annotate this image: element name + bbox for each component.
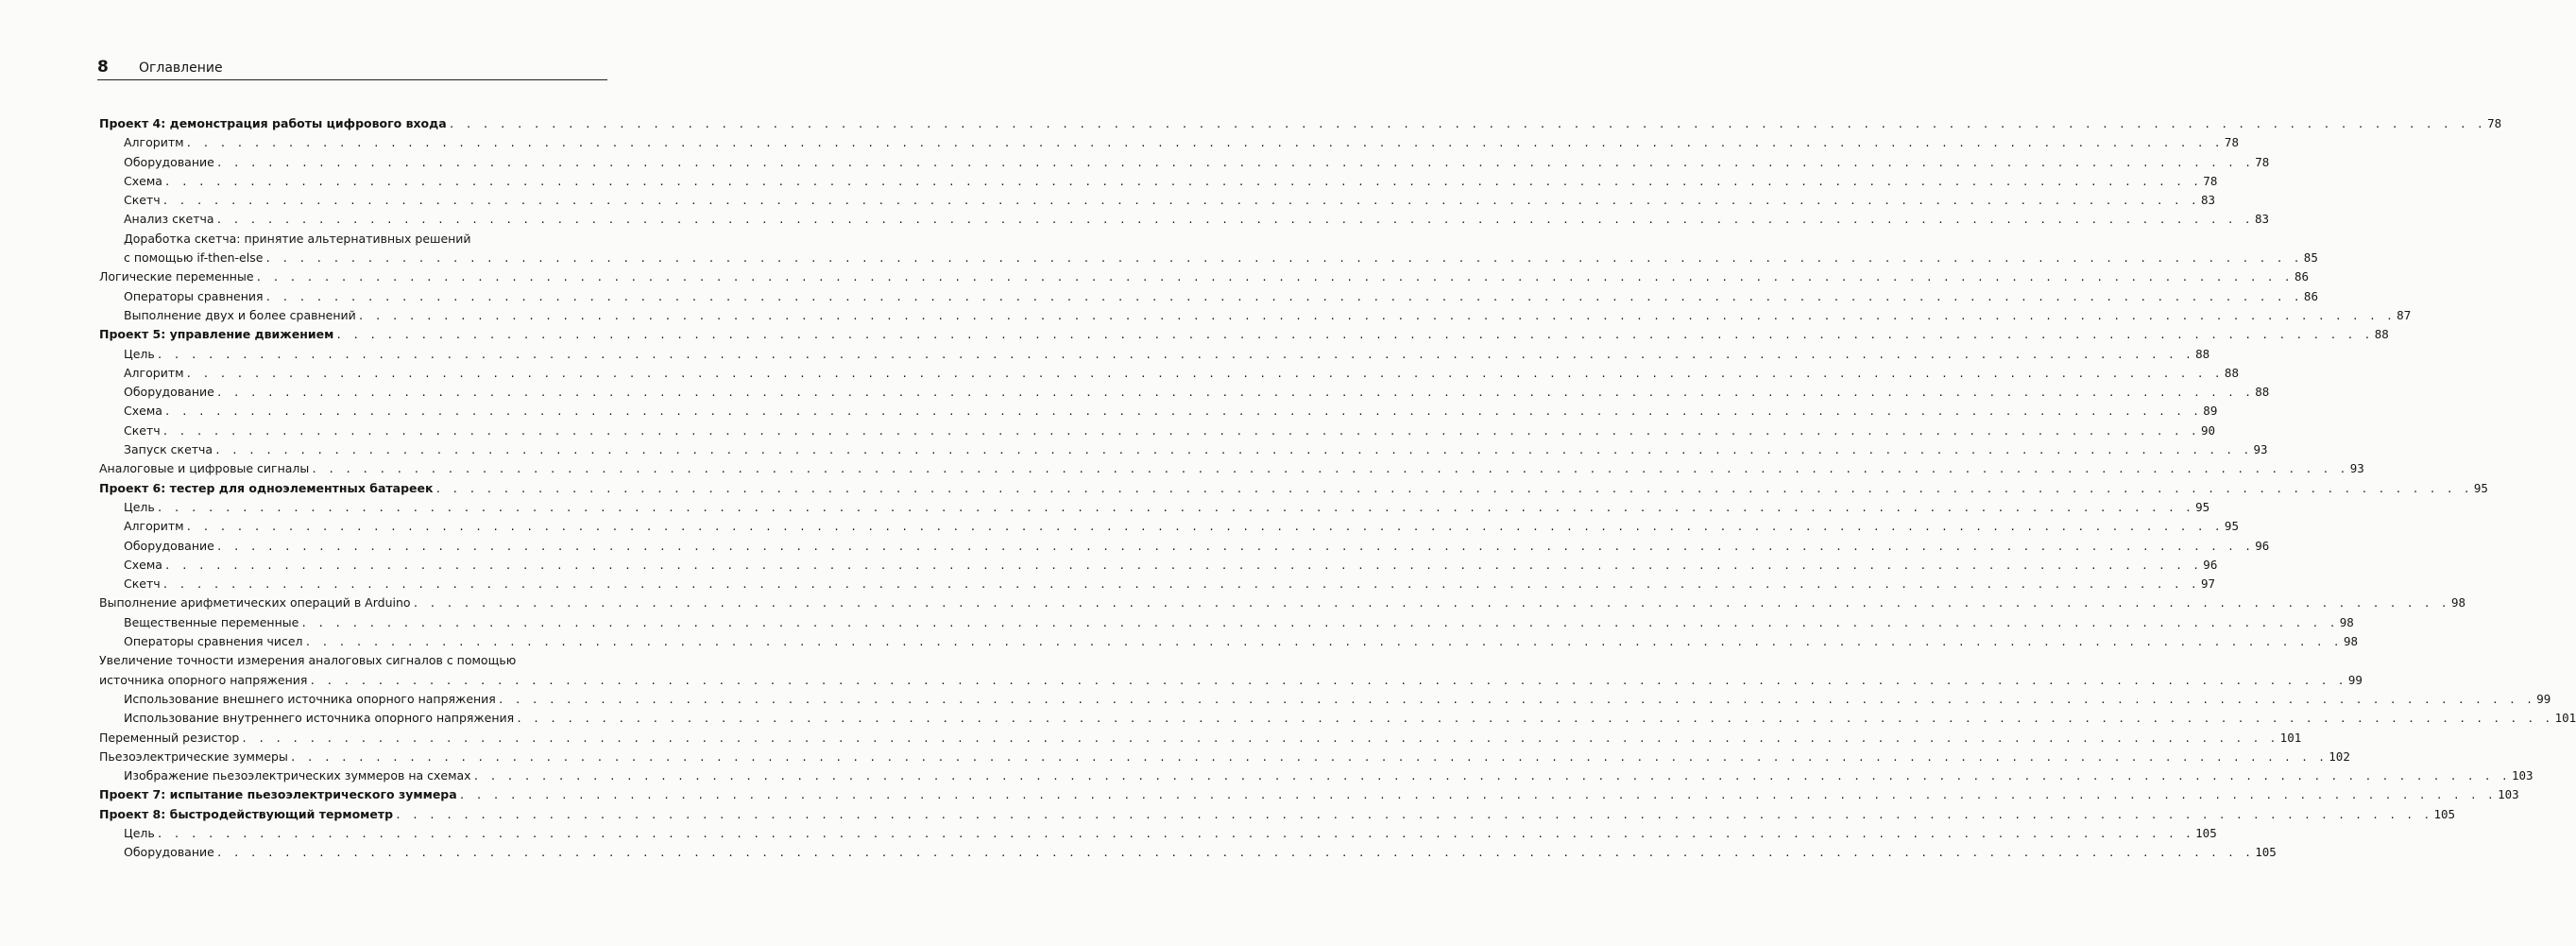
- toc-entry[interactable]: [99, 651, 2363, 690]
- toc-entry-title: Схема: [124, 404, 162, 419]
- toc-entry-page: 98: [2343, 634, 2359, 649]
- dot-leader: . . . . . . . . . . . . . . . . . . . . . . . . . . . . . . . . . . . . . . . . . . . . . . . . . . . . . . . . . . . . . . . . . . . . . . . . . . . . . . . . . . . . . . . . . . . . . . . . . . . . . . . . . . . . . . . . . . . . . . . .: [448, 118, 2486, 130]
- toc-entry[interactable]: [99, 172, 2218, 191]
- toc-entry-page: 87: [2397, 307, 2412, 322]
- dot-leader: . . . . . . . . . . . . . . . . . . . . . . . . . . . . . . . . . . . . . . . . . . . . . . . . . . . . . . . . . . . . . . . . . . . . . . . . . . . . . . . . . . . . . . . . . . . . . . . . . . . . . . . . . . . . . . . . . . . . . . . .: [241, 731, 2278, 745]
- toc-entry-title-line: Увеличение точности измерения аналоговых сигналов с помощью: [99, 653, 517, 668]
- toc-entry-page: 78: [2224, 135, 2239, 150]
- toc-entry-page: 93: [2253, 442, 2268, 457]
- toc-entry-title: Алгоритм: [124, 135, 184, 150]
- toc-entry[interactable]: [99, 230, 2318, 268]
- toc-entry-page: 88: [2374, 327, 2389, 342]
- toc-entry-page: 105: [2255, 845, 2277, 860]
- toc-entry-page: 86: [2303, 288, 2318, 303]
- dot-leader: . . . . . . . . . . . . . . . . . . . . . . . . . . . . . . . . . . . . . . . . . . . . . . . . . . . . . . . . . . . . . . . . . . . . . . . . . . . . . . . . . . . . . . . . . . . . . . . . . . . . . . . . . . . . . . . . . . . . . . . .: [412, 597, 2449, 611]
- toc-entry-title: Проект 7: испытание пьезоэлектрического зуммера: [99, 787, 457, 802]
- toc-entry-title-line: Доработка скетча: принятие альтернативных решений: [124, 231, 471, 246]
- dot-leader: . . . . . . . . . . . . . . . . . . . . . . . . . . . . . . . . . . . . . . . . . . . . . . . . . . . . . . . . . . . . . . . . . . . . . . . . . . . . . . . . . . . . . . . . . . . . . . . . . . . . . . . . . . . . . . . . . . . . . . . .: [311, 463, 2348, 476]
- toc-entry-page: 90: [2201, 422, 2216, 438]
- dot-leader: . . . . . . . . . . . . . . . . . . . . . . . . . . . . . . . . . . . . . . . . . . . . . . . . . . . . . . . . . . . . . . . . . . . . . . . . . . . . . . . . . . . . . . . . . . . . . . . . . . . . . . . . . . . . . . . . . . . . . . . .: [156, 501, 2194, 514]
- toc-entry-title: Изображение пьезоэлектрических зуммеров на схемах: [124, 768, 471, 783]
- toc-entry-title: Скетч: [124, 422, 161, 438]
- dot-leader: . . . . . . . . . . . . . . . . . . . . . . . . . . . . . . . . . . . . . . . . . . . . . . . . . . . . . . . . . . . . . . . . . . . . . . . . . . . . . . . . . . . . . . . . . . . . . . . . . . . . . . . . . . . . . . . . . . . . . . . .: [185, 367, 2223, 380]
- toc-entry-page: 89: [2203, 404, 2218, 419]
- toc-entry-page: 88: [2255, 385, 2270, 400]
- toc-entry-title: Скетч: [124, 576, 161, 592]
- toc-entry-title: источника опорного напряжения: [99, 672, 308, 687]
- dot-leader: . . . . . . . . . . . . . . . . . . . . . . . . . . . . . . . . . . . . . . . . . . . . . . . . . . . . . . . . . . . . . . . . . . . . . . . . . . . . . . . . . . . . . . . . . . . . . . . . . . . . . . . . . . . . . . . . . . . . . . . .: [215, 214, 2253, 227]
- toc-entry-title: Анализ скетча: [124, 212, 214, 227]
- toc-entry[interactable]: [99, 153, 2270, 172]
- page-number: 8: [97, 58, 109, 77]
- dot-leader: . . . . . . . . . . . . . . . . . . . . . . . . . . . . . . . . . . . . . . . . . . . . . . . . . . . . . . . . . . . . . . . . . . . . . . . . . . . . . . . . . . . . . . . . . . . . . . . . . . . . . . . . . . . . . . . . . . . . . . . .: [214, 444, 2252, 457]
- toc-entry[interactable]: [99, 402, 2218, 421]
- table-of-contents: [99, 114, 2576, 863]
- toc-entry[interactable]: [99, 729, 2302, 748]
- toc-entry-page: 98: [2450, 595, 2466, 611]
- toc-entry[interactable]: [99, 325, 2389, 344]
- toc-entry[interactable]: [99, 440, 2268, 459]
- toc-entry-title: Алгоритм: [124, 519, 184, 534]
- toc-entry-title: Выполнение двух и более сравнений: [124, 307, 356, 322]
- dot-leader: . . . . . . . . . . . . . . . . . . . . . . . . . . . . . . . . . . . . . . . . . . . . . . . . . . . . . . . . . . . . . . . . . . . . . . . . . . . . . . . . . . . . . . . . . . . . . . . . . . . . . . . . . . . . . . . . . . . . . . . .: [215, 847, 2254, 860]
- toc-entry-page: 78: [2203, 173, 2218, 188]
- toc-entry-title: Аналоговые и цифровые сигналы: [99, 461, 310, 476]
- toc-entry-page: 101: [2279, 730, 2302, 745]
- toc-entry-page: 96: [2203, 557, 2218, 572]
- toc-entry-page: 83: [2254, 212, 2270, 227]
- toc-entry-page: 103: [2511, 768, 2533, 783]
- toc-entry-title: Проект 4: демонстрация работы цифрового входа: [99, 116, 447, 130]
- toc-entry[interactable]: [99, 556, 2218, 575]
- toc-entry-page: 98: [2339, 614, 2354, 629]
- toc-entry-page: 95: [2195, 499, 2210, 514]
- toc-entry[interactable]: [99, 114, 2502, 133]
- toc-entry[interactable]: [99, 709, 2576, 728]
- dot-leader: . . . . . . . . . . . . . . . . . . . . . . . . . . . . . . . . . . . . . . . . . . . . . . . . . . . . . . . . . . . . . . . . . . . . . . . . . . . . . . . . . . . . . . . . . . . . . . . . . . . . . . . . . . . . . . . . . . . . . . . .: [395, 808, 2432, 821]
- toc-entry-page: 78: [2255, 154, 2270, 169]
- dot-leader: . . . . . . . . . . . . . . . . . . . . . . . . . . . . . . . . . . . . . . . . . . . . . . . . . . . . . . . . . . . . . . . . . . . . . . . . . . . . . . . . . . . . . . . . . . . . . . . . . . . . . . . . . . . . . . . . . . . . . . . .: [215, 387, 2254, 400]
- dot-leader: . . . . . . . . . . . . . . . . . . . . . . . . . . . . . . . . . . . . . . . . . . . . . . . . . . . . . . . . . . . . . . . . . . . . . . . . . . . . . . . . . . . . . . . . . . . . . . . . . . . . . . . . . . . . . . . . . . . . . . . .: [435, 482, 2472, 495]
- dot-leader: . . . . . . . . . . . . . . . . . . . . . . . . . . . . . . . . . . . . . . . . . . . . . . . . . . . . . . . . . . . . . . . . . . . . . . . . . . . . . . . . . . . . . . . . . . . . . . . . . . . . . . . . . . . . . . . . . . . . . . . .: [215, 540, 2254, 553]
- toc-entry-title: Запуск скетча: [124, 442, 213, 457]
- toc-entry[interactable]: [99, 479, 2488, 498]
- toc-entry-title: Использование внешнего источника опорного напряжения: [124, 691, 496, 706]
- toc-entry-page: 78: [2487, 116, 2502, 130]
- toc-entry[interactable]: [99, 517, 2239, 536]
- dot-leader: . . . . . . . . . . . . . . . . . . . . . . . . . . . . . . . . . . . . . . . . . . . . . . . . . . . . . . . . . . . . . . . . . . . . . . . . . . . . . . . . . . . . . . . . . . . . . . . . . . . . . . . . . . . . . . . . . . . . . . . .: [162, 578, 2200, 592]
- toc-entry[interactable]: [99, 593, 2466, 612]
- toc-entry-page: 96: [2255, 538, 2270, 553]
- toc-entry-title: Переменный резистор: [99, 730, 240, 745]
- dot-leader: . . . . . . . . . . . . . . . . . . . . . . . . . . . . . . . . . . . . . . . . . . . . . . . . . . . . . . . . . . . . . . . . . . . . . . . . . . . . . . . . . . . . . . . . . . . . . . . . . . . . . . . . . . . . . . . . . . . . . . . .: [357, 309, 2396, 322]
- dot-leader: . . . . . . . . . . . . . . . . . . . . . . . . . . . . . . . . . . . . . . . . . . . . . . . . . . . . . . . . . . . . . . . . . . . . . . . . . . . . . . . . . . . . . . . . . . . . . . . . . . . . . . . . . . . . . . . . . . . . . . . .: [215, 156, 2254, 169]
- toc-entry-page: 99: [2536, 691, 2551, 706]
- dot-leader: . . . . . . . . . . . . . . . . . . . . . . . . . . . . . . . . . . . . . . . . . . . . . . . . . . . . . . . . . . . . . . . . . . . . . . . . . . . . . . . . . . . . . . . . . . . . . . . . . . . . . . . . . . . . . . . . . . . . . . . .: [300, 616, 2338, 629]
- dot-leader: . . . . . . . . . . . . . . . . . . . . . . . . . . . . . . . . . . . . . . . . . . . . . . . . . . . . . . . . . . . . . . . . . . . . . . . . . . . . . . . . . . . . . . . . . . . . . . . . . . . . . . . . . . . . . . . . . . . . . . . .: [264, 252, 2302, 266]
- toc-entry-title: Вещественные переменные: [124, 614, 299, 629]
- dot-leader: . . . . . . . . . . . . . . . . . . . . . . . . . . . . . . . . . . . . . . . . . . . . . . . . . . . . . . . . . . . . . . . . . . . . . . . . . . . . . . . . . . . . . . . . . . . . . . . . . . . . . . . . . . . . . . . . . . . . . . . .: [289, 750, 2328, 764]
- dot-leader: . . . . . . . . . . . . . . . . . . . . . . . . . . . . . . . . . . . . . . . . . . . . . . . . . . . . . . . . . . . . . . . . . . . . . . . . . . . . . . . . . . . . . . . . . . . . . . . . . . . . . . . . . . . . . . . . . . . . . . . .: [162, 424, 2200, 438]
- toc-entry-page: 88: [2224, 365, 2239, 380]
- toc-entry-title: с помощью if-then-else: [124, 250, 264, 266]
- toc-entry-title: Оборудование: [124, 845, 214, 860]
- toc-entry-title: Оборудование: [124, 154, 214, 169]
- toc-entry-title: Операторы сравнения чисел: [124, 634, 303, 649]
- toc-entry-title: Выполнение арифметических операций в Arduino: [99, 595, 411, 611]
- toc-entry[interactable]: [99, 306, 2412, 325]
- toc-entry-page: 95: [2473, 480, 2488, 495]
- toc-entry-title: Логические переменные: [99, 269, 254, 284]
- toc-entry[interactable]: [99, 613, 2354, 632]
- toc-entry[interactable]: [99, 843, 2277, 862]
- dot-leader: . . . . . . . . . . . . . . . . . . . . . . . . . . . . . . . . . . . . . . . . . . . . . . . . . . . . . . . . . . . . . . . . . . . . . . . . . . . . . . . . . . . . . . . . . . . . . . . . . . . . . . . . . . . . . . . . . . . . . . . .: [309, 674, 2346, 687]
- toc-entry[interactable]: [99, 287, 2318, 306]
- dot-leader: . . . . . . . . . . . . . . . . . . . . . . . . . . . . . . . . . . . . . . . . . . . . . . . . . . . . . . . . . . . . . . . . . . . . . . . . . . . . . . . . . . . . . . . . . . . . . . . . . . . . . . . . . . . . . . . . . . . . . . . .: [163, 559, 2202, 572]
- dot-leader: . . . . . . . . . . . . . . . . . . . . . . . . . . . . . . . . . . . . . . . . . . . . . . . . . . . . . . . . . . . . . . . . . . . . . . . . . . . . . . . . . . . . . . . . . . . . . . . . . . . . . . . . . . . . . . . . . . . . . . . .: [335, 329, 2373, 342]
- dot-leader: . . . . . . . . . . . . . . . . . . . . . . . . . . . . . . . . . . . . . . . . . . . . . . . . . . . . . . . . . . . . . . . . . . . . . . . . . . . . . . . . . . . . . . . . . . . . . . . . . . . . . . . . . . . . . . . . . . . . . . . .: [304, 636, 2342, 649]
- toc-entry-page: 83: [2201, 193, 2216, 208]
- toc-entry-page: 101: [2554, 711, 2576, 726]
- toc-entry-page: 105: [2433, 806, 2456, 821]
- toc-entry-page: 86: [2294, 269, 2309, 284]
- toc-entry[interactable]: [99, 824, 2217, 843]
- toc-entry-title: Проект 8: быстродействующий термометр: [99, 806, 394, 821]
- toc-entry-title: Пьезоэлектрические зуммеры: [99, 748, 288, 764]
- toc-entry-title: Цель: [124, 825, 155, 840]
- dot-leader: . . . . . . . . . . . . . . . . . . . . . . . . . . . . . . . . . . . . . . . . . . . . . . . . . . . . . . . . . . . . . . . . . . . . . . . . . . . . . . . . . . . . . . . . . . . . . . . . . . . . . . . . . . . . . . . . . . . . . . . .: [185, 521, 2223, 534]
- toc-entry-page: 103: [2498, 787, 2519, 802]
- toc-entry-title: Использование внутреннего источника опорного напряжения: [124, 711, 515, 726]
- toc-entry-title: Оборудование: [124, 538, 214, 553]
- toc-entry[interactable]: [99, 748, 2350, 766]
- toc-entry[interactable]: [99, 421, 2216, 440]
- toc-entry-title: Цель: [124, 346, 155, 361]
- dot-leader: . . . . . . . . . . . . . . . . . . . . . . . . . . . . . . . . . . . . . . . . . . . . . . . . . . . . . . . . . . . . . . . . . . . . . . . . . . . . . . . . . . . . . . . . . . . . . . . . . . . . . . . . . . . . . . . . . . . . . . . .: [264, 290, 2302, 303]
- toc-entry[interactable]: [99, 785, 2519, 804]
- running-title: Оглавление: [139, 60, 223, 76]
- toc-entry[interactable]: [99, 133, 2239, 152]
- dot-leader: . . . . . . . . . . . . . . . . . . . . . . . . . . . . . . . . . . . . . . . . . . . . . . . . . . . . . . . . . . . . . . . . . . . . . . . . . . . . . . . . . . . . . . . . . . . . . . . . . . . . . . . . . . . . . . . . . . . . . . . .: [472, 770, 2510, 783]
- toc-entry-title: Проект 5: управление движением: [99, 327, 334, 342]
- dot-leader: . . . . . . . . . . . . . . . . . . . . . . . . . . . . . . . . . . . . . . . . . . . . . . . . . . . . . . . . . . . . . . . . . . . . . . . . . . . . . . . . . . . . . . . . . . . . . . . . . . . . . . . . . . . . . . . . . . . . . . . .: [185, 137, 2223, 150]
- dot-leader: . . . . . . . . . . . . . . . . . . . . . . . . . . . . . . . . . . . . . . . . . . . . . . . . . . . . . . . . . . . . . . . . . . . . . . . . . . . . . . . . . . . . . . . . . . . . . . . . . . . . . . . . . . . . . . . . . . . . . . . .: [162, 195, 2200, 208]
- toc-entry-title: Оборудование: [124, 385, 214, 400]
- toc-entry-page: 99: [2347, 672, 2363, 687]
- toc-entry[interactable]: [99, 805, 2456, 824]
- toc-entry-page: 88: [2195, 346, 2210, 361]
- toc-entry-page: 102: [2329, 748, 2350, 764]
- toc-entry-title: Схема: [124, 173, 162, 188]
- toc-entry[interactable]: [99, 575, 2216, 593]
- dot-leader: . . . . . . . . . . . . . . . . . . . . . . . . . . . . . . . . . . . . . . . . . . . . . . . . . . . . . . . . . . . . . . . . . . . . . . . . . . . . . . . . . . . . . . . . . . . . . . . . . . . . . . . . . . . . . . . . . . . . . . . .: [255, 271, 2293, 284]
- dot-leader: . . . . . . . . . . . . . . . . . . . . . . . . . . . . . . . . . . . . . . . . . . . . . . . . . . . . . . . . . . . . . . . . . . . . . . . . . . . . . . . . . . . . . . . . . . . . . . . . . . . . . . . . . . . . . . . . . . . . . . . .: [458, 789, 2497, 802]
- toc-entry[interactable]: [99, 210, 2270, 229]
- toc-entry[interactable]: [99, 364, 2239, 383]
- dot-leader: . . . . . . . . . . . . . . . . . . . . . . . . . . . . . . . . . . . . . . . . . . . . . . . . . . . . . . . . . . . . . . . . . . . . . . . . . . . . . . . . . . . . . . . . . . . . . . . . . . . . . . . . . . . . . . . . . . . . . . . .: [516, 713, 2553, 726]
- dot-leader: . . . . . . . . . . . . . . . . . . . . . . . . . . . . . . . . . . . . . . . . . . . . . . . . . . . . . . . . . . . . . . . . . . . . . . . . . . . . . . . . . . . . . . . . . . . . . . . . . . . . . . . . . . . . . . . . . . . . . . . .: [163, 175, 2202, 188]
- toc-entry-page: 105: [2195, 825, 2217, 840]
- toc-entry-page: 85: [2303, 250, 2318, 266]
- dot-leader: . . . . . . . . . . . . . . . . . . . . . . . . . . . . . . . . . . . . . . . . . . . . . . . . . . . . . . . . . . . . . . . . . . . . . . . . . . . . . . . . . . . . . . . . . . . . . . . . . . . . . . . . . . . . . . . . . . . . . . . .: [163, 405, 2202, 419]
- toc-entry[interactable]: [99, 632, 2359, 651]
- toc-entry-title: Проект 6: тестер для одноэлементных батареек: [99, 480, 434, 495]
- toc-entry-title: Схема: [124, 557, 162, 572]
- toc-entry[interactable]: [99, 690, 2551, 709]
- toc-entry[interactable]: [99, 537, 2270, 556]
- toc-entry[interactable]: [99, 459, 2364, 478]
- toc-entry-title: Операторы сравнения: [124, 288, 264, 303]
- dot-leader: . . . . . . . . . . . . . . . . . . . . . . . . . . . . . . . . . . . . . . . . . . . . . . . . . . . . . . . . . . . . . . . . . . . . . . . . . . . . . . . . . . . . . . . . . . . . . . . . . . . . . . . . . . . . . . . . . . . . . . . .: [497, 693, 2535, 706]
- dot-leader: . . . . . . . . . . . . . . . . . . . . . . . . . . . . . . . . . . . . . . . . . . . . . . . . . . . . . . . . . . . . . . . . . . . . . . . . . . . . . . . . . . . . . . . . . . . . . . . . . . . . . . . . . . . . . . . . . . . . . . . .: [156, 348, 2194, 361]
- toc-entry[interactable]: [99, 383, 2270, 402]
- toc-entry[interactable]: [99, 766, 2533, 785]
- toc-entry-page: 95: [2224, 519, 2239, 534]
- toc-entry-title: Алгоритм: [124, 365, 184, 380]
- toc-entry[interactable]: [99, 267, 2309, 286]
- toc-entry-title: Скетч: [124, 193, 161, 208]
- toc-entry[interactable]: [99, 498, 2210, 517]
- toc-entry-page: 97: [2201, 576, 2216, 592]
- toc-entry[interactable]: [99, 191, 2216, 210]
- toc-entry-page: 93: [2349, 461, 2364, 476]
- toc-entry-title: Цель: [124, 499, 155, 514]
- dot-leader: . . . . . . . . . . . . . . . . . . . . . . . . . . . . . . . . . . . . . . . . . . . . . . . . . . . . . . . . . . . . . . . . . . . . . . . . . . . . . . . . . . . . . . . . . . . . . . . . . . . . . . . . . . . . . . . . . . . . . . . .: [156, 827, 2194, 840]
- toc-entry[interactable]: [99, 345, 2210, 364]
- running-header: [97, 57, 607, 80]
